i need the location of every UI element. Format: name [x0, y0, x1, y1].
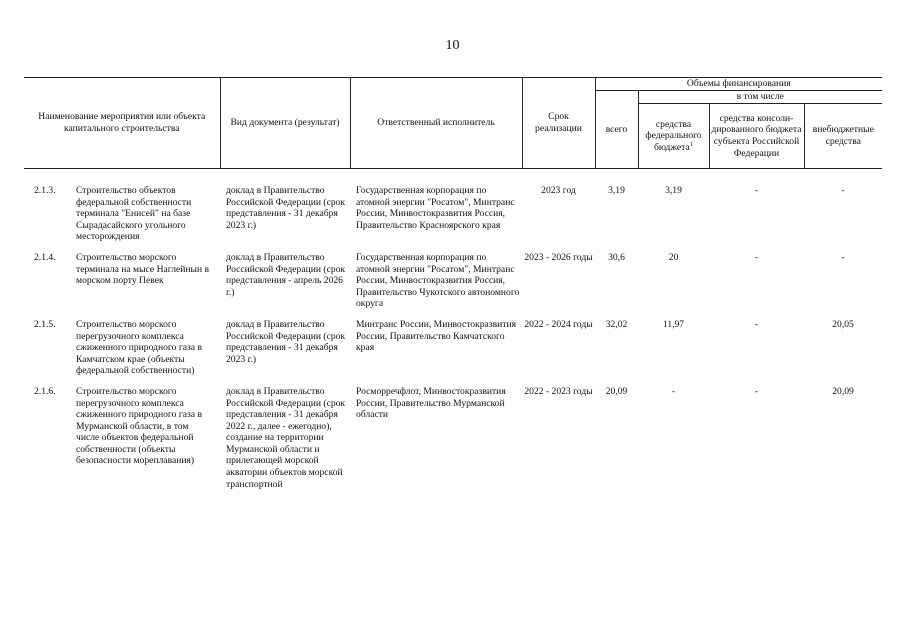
row-doc: доклад в Правительство Российской Федерации (срок представления - 31 декабря 2023 г.) — [226, 318, 346, 365]
row-federal: 11,97 — [662, 318, 685, 330]
page-number: 10 — [445, 38, 460, 53]
header-term: Срок реализации — [522, 78, 595, 169]
row-number: 2.1.4. — [34, 251, 56, 263]
row-total: 30,6 — [608, 251, 625, 263]
table-row — [24, 319, 882, 386]
row-extrabudget: - — [841, 251, 845, 263]
row-total: 3,19 — [608, 185, 625, 196]
header-total: всего — [595, 91, 638, 169]
header-federal-text: средства федерального бюджета — [645, 118, 702, 153]
row-term: 2023 год — [541, 185, 576, 196]
row-name-cell — [24, 386, 220, 499]
footnote-marker: 1 — [689, 140, 694, 148]
row-federal: 20 — [668, 251, 679, 263]
row-number: 2.1.3. — [34, 185, 56, 196]
row-name-cell — [24, 319, 220, 386]
row-consolidated: - — [754, 251, 759, 263]
row-number: 2.1.5. — [34, 318, 56, 330]
row-responsible: Минтранс России, Минвостокразвития России, Правительство Камчатского края — [356, 318, 516, 354]
row-name: Строительство морского перегрузочного комплекса сжиженного природного газа в Камчатском крае (объекты федеральной собственности) — [76, 318, 202, 377]
financing-table — [24, 77, 882, 499]
table-row — [24, 252, 882, 319]
row-name: Строительство морского перегрузочного комплекса сжиженного природного газа в Мурманской области, в том числе объектов федеральной собственности (объекты безопасности мореплавания) — [76, 385, 202, 467]
row-responsible: Государственная корпорация по атомной энергии "Росатом", Минтранс России, Минвостокразвития Россия, Правительство Чукотского автономного округа — [356, 251, 520, 310]
row-doc: доклад в Правительство Российской Федерации (срок представления - 31 декабря 2022 г., далее - ежегодно), создание на территории Мурманской области и прилегающей морской акватории объектов морской транспортной — [226, 385, 346, 490]
row-consolidated: - — [754, 185, 759, 196]
row-consolidated: - — [754, 318, 759, 330]
row-consolidated: - — [754, 385, 759, 397]
header-name: Наименование мероприятия или объекта капитального строительства — [24, 78, 220, 169]
row-federal: 3,19 — [665, 185, 682, 196]
row-name-cell — [24, 252, 220, 319]
row-number: 2.1.6. — [34, 385, 56, 397]
header-consolidated: средства консоли-дированного бюджета субъекта Российской Федерации — [709, 104, 804, 169]
row-responsible: Государственная корпорация по атомной энергии "Росатом", Минтранс России, Минвостокразвития Россия, Правительство Красноярского края — [356, 185, 515, 231]
row-name: Строительство объектов федеральной собственности терминала "Енисей" на базе Сырадасайского угольного месторождения — [76, 185, 192, 243]
table-body — [24, 169, 882, 500]
header-funding: Объемы финансирования — [595, 78, 882, 91]
row-extrabudget: - — [841, 185, 845, 196]
row-responsible: Росморречфлот, Минвостокразвития России, Правительство Мурманской области — [356, 385, 506, 421]
row-federal: - — [671, 385, 676, 397]
row-doc: доклад в Правительство Российской Федерации (срок представления - апрель 2026 г.) — [226, 251, 346, 298]
header-responsible: Ответственный исполнитель — [350, 78, 522, 169]
row-total: 32,02 — [605, 318, 628, 330]
header-extrabudget: внебюджетные средства — [804, 104, 882, 169]
header-doc: Вид документа (результат) — [220, 78, 350, 169]
row-extrabudget: 20,05 — [832, 318, 854, 330]
header-including: в том числе — [638, 91, 882, 104]
table-row — [24, 386, 882, 499]
row-total: 20,09 — [605, 385, 628, 397]
row-term: 2023 - 2026 годы — [524, 251, 593, 263]
row-extrabudget: 20,09 — [832, 385, 854, 397]
table-row — [24, 185, 882, 252]
header-federal — [638, 104, 709, 169]
table-header — [24, 78, 882, 169]
row-name-cell — [24, 185, 220, 252]
row-name: Строительство морского терминала на мысе Наглейнын в морском порту Певек — [76, 251, 210, 287]
row-doc: доклад в Правительство Российской Федерации (срок представления - 31 декабря 2023 г.) — [226, 185, 346, 231]
row-term: 2022 - 2024 годы — [524, 318, 593, 330]
row-term: 2022 - 2023 годы — [524, 385, 593, 397]
